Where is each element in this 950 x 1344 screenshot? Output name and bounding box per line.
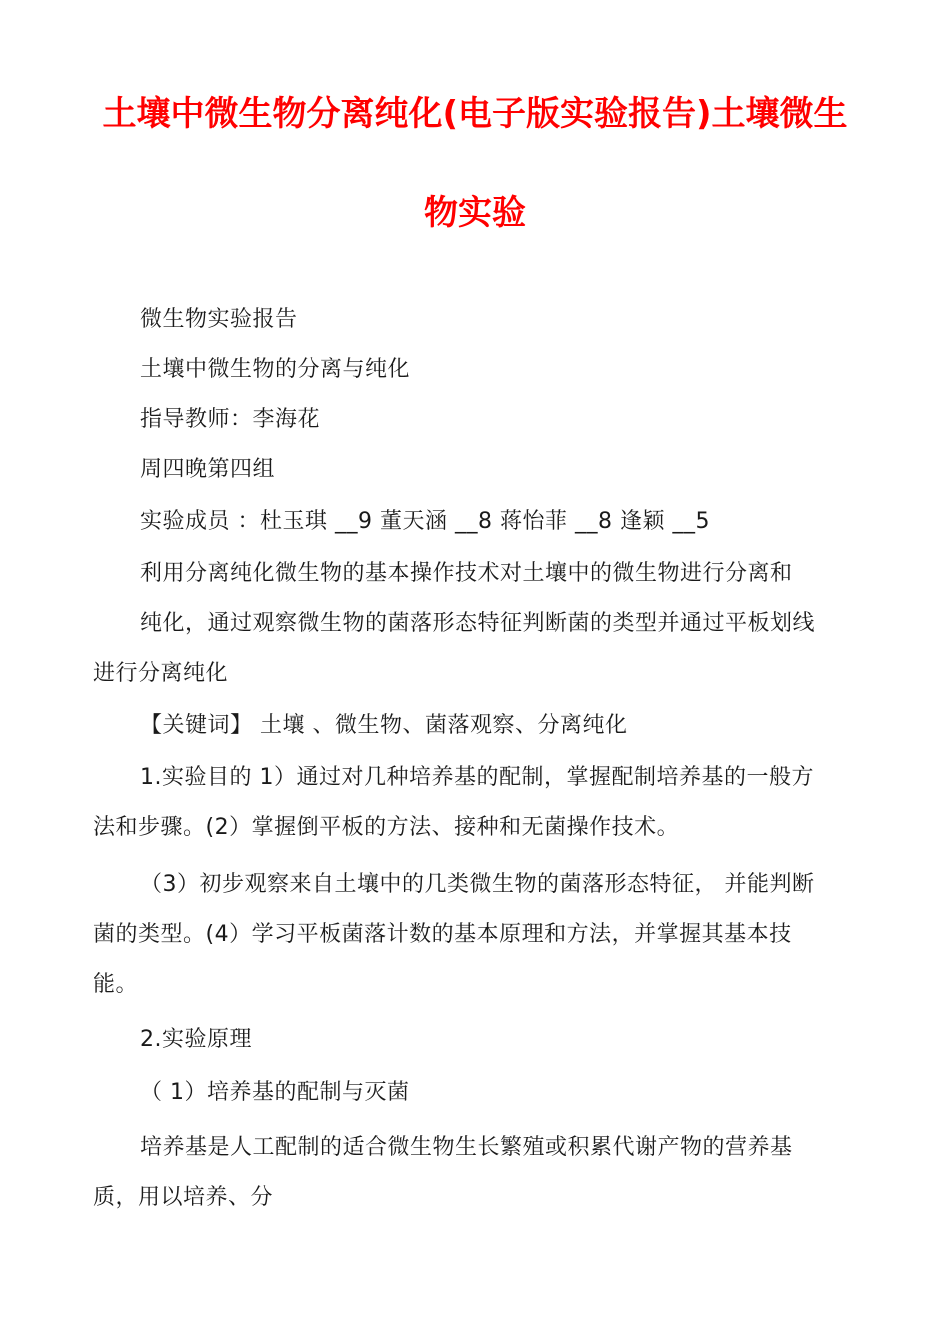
abstract-line-3: 进行分离纯化: [93, 661, 229, 686]
teacher-line: 指导教师：李海花: [140, 407, 321, 432]
report-label: 微生物实验报告: [140, 307, 298, 332]
document-title-line-1: 土壤中微生物分离纯化(电子版实验报告)土壤微生: [102, 94, 848, 134]
principle-line-2: 质，用以培养、分: [93, 1185, 274, 1210]
members-line: 实验成员 ：杜玉琪 __9 董天涵 __8 蒋怡菲 __8 逢颖 __5: [140, 509, 710, 534]
principle-line-1: 培养基是人工配制的适合微生物生长繁殖或积累代谢产物的营养基: [140, 1135, 793, 1160]
purpose-line-5: 能。: [93, 972, 139, 997]
purpose-line-4: 菌的类型。(4）学习平板菌落计数的基本原理和方法，并掌握其基本技: [93, 922, 792, 947]
abstract-line-2: 纯化，通过观察微生物的菌落形态特征判断菌的类型并通过平板划线: [140, 611, 816, 636]
report-subject: 土壤中微生物的分离与纯化: [140, 357, 411, 382]
document-title-line-2: 物实验: [424, 193, 526, 233]
principle-heading: 2.实验原理: [140, 1027, 252, 1052]
purpose-line-2: 法和步骤。(2）掌握倒平板的方法、接种和无菌操作技术。: [93, 815, 680, 840]
abstract-line-1: 利用分离纯化微生物的基本操作技术对土壤中的微生物进行分离和: [140, 561, 793, 586]
purpose-line-3: （3）初步观察来自土壤中的几类微生物的菌落形态特征， 并能判断: [140, 872, 815, 897]
keywords-line: 【关键词】 土壤 、微生物、菌落观察、分离纯化: [140, 713, 628, 738]
group-line: 周四晚第四组: [140, 457, 276, 482]
purpose-line-1: 1.实验目的 1）通过对几种培养基的配制，掌握配制培养基的一般方: [140, 765, 814, 790]
principle-subheading: （ 1）培养基的配制与灭菌: [140, 1080, 410, 1105]
